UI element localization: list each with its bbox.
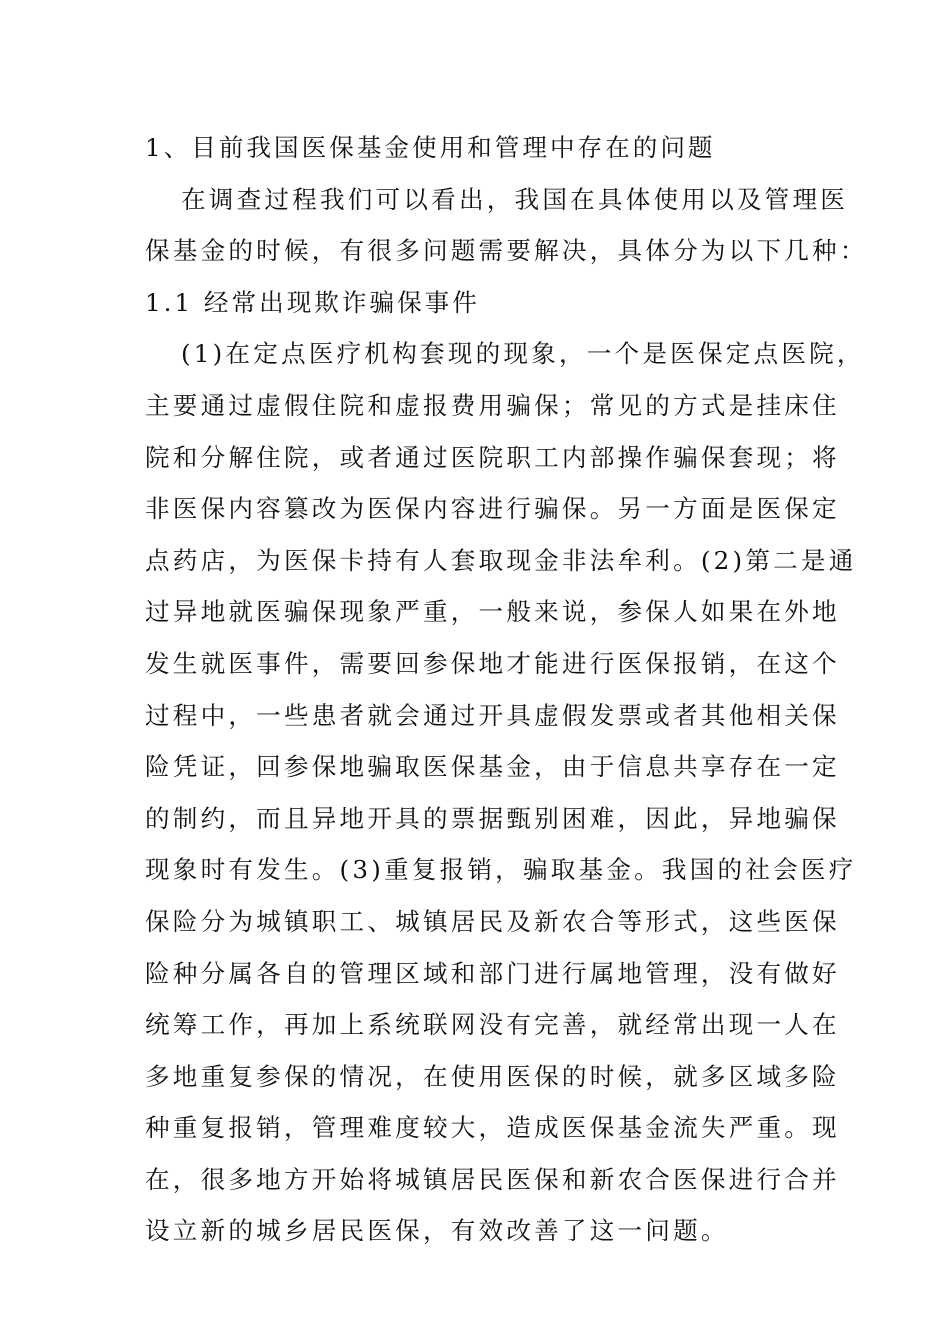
document-content (145, 122, 868, 1257)
body-paragraph-line: 种重复报销，管理难度较大，造成医保基金流失严重。现 (145, 1113, 840, 1143)
body-paragraph-line: 院和分解住院，或者通过医院职工内部操作骗保套现；将 (145, 442, 840, 472)
body-paragraph-line: 设立新的城乡居民医保，有效改善了这一问题。 (145, 1216, 729, 1246)
body-paragraph-line: 的制约，而且异地开具的票据甄别困难，因此，异地骗保 (145, 803, 840, 833)
section-heading-1: 1、目前我国医保基金使用和管理中存在的问题 (145, 133, 716, 162)
body-paragraph-line: 险种分属各自的管理区域和部门进行属地管理，没有做好 (145, 958, 840, 988)
body-paragraph-line: 发生就医事件，需要回参保地才能进行医保报销，在这个 (145, 648, 840, 678)
body-paragraph-line: 点药店，为医保卡持有人套取现金非法牟利。(2)第二是通 (145, 545, 857, 575)
body-paragraph-line: 保险分为城镇职工、城镇居民及新农合等形式，这些医保 (145, 906, 840, 936)
body-paragraph-line: (1)在定点医疗机构套现的现象，一个是医保定点医院， (181, 339, 865, 369)
section-heading-1-1: 1.1 经常出现欺诈骗保事件 (145, 287, 480, 317)
body-paragraph-line: 险凭证，回参保地骗取医保基金，由于信息共享存在一定 (145, 752, 840, 782)
intro-paragraph-line: 在调查过程我们可以看出，我国在具体使用以及管理医 (181, 184, 849, 214)
body-paragraph-line: 过异地就医骗保现象严重，一般来说，参保人如果在外地 (145, 597, 840, 627)
intro-paragraph-line: 保基金的时候，有很多问题需要解决，具体分为以下几种： (145, 236, 868, 266)
body-paragraph-line: 主要通过虚假住院和虚报费用骗保；常见的方式是挂床住 (145, 390, 840, 420)
body-paragraph-line: 统筹工作，再加上系统联网没有完善，就经常出现一人在 (145, 1010, 840, 1040)
body-paragraph-line: 在，很多地方开始将城镇居民医保和新农合医保进行合并 (145, 1164, 840, 1194)
body-paragraph-line: 过程中，一些患者就会通过开具虚假发票或者其他相关保 (145, 700, 840, 730)
body-paragraph-line: 现象时有发生。(3)重复报销，骗取基金。我国的社会医疗 (145, 855, 857, 885)
body-paragraph-line: 多地重复参保的情况，在使用医保的时候，就多区域多险 (145, 1061, 840, 1091)
body-paragraph-line: 非医保内容篡改为医保内容进行骗保。另一方面是医保定 (145, 494, 840, 524)
